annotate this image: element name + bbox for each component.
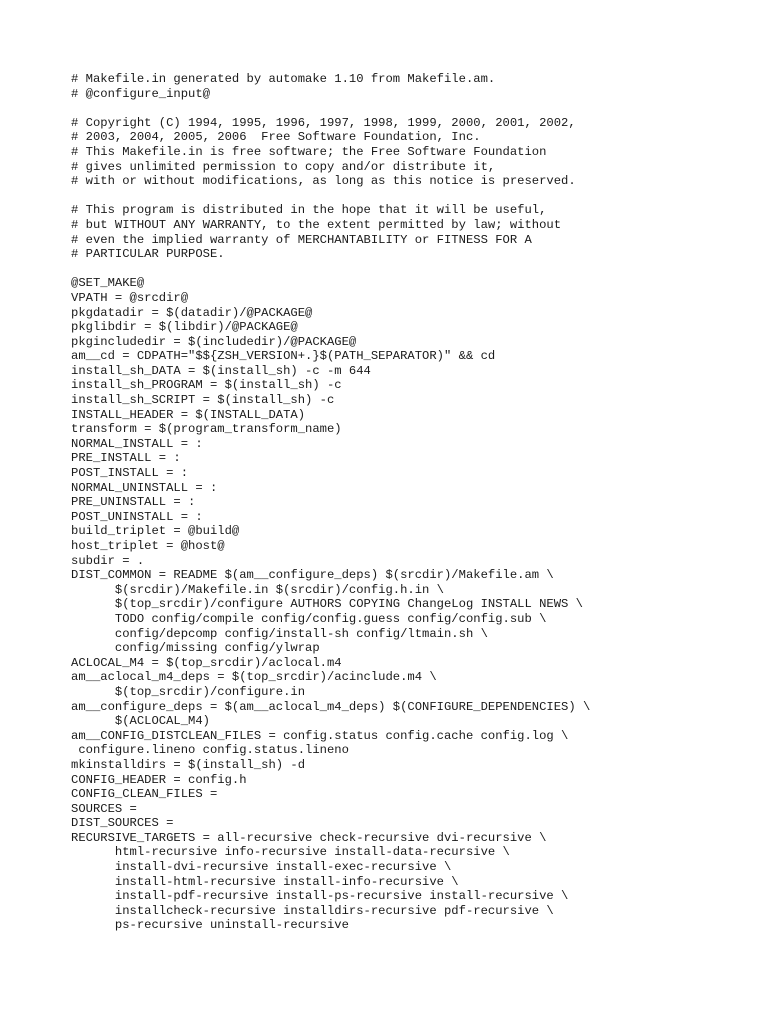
text-line: # PARTICULAR PURPOSE. — [71, 247, 225, 262]
text-line: # This Makefile.in is free software; the Free Software Foundation — [71, 144, 547, 159]
text-line: am__cd = CDPATH="$${ZSH_VERSION+.}$(PATH_SEPARATOR)" && cd — [71, 349, 496, 364]
text-line: # Copyright (C) 1994, 1995, 1996, 1997, 1998, 1999, 2000, 2001, 2002, — [71, 115, 576, 130]
text-line: install_sh_DATA = $(install_sh) -c -m 644 — [71, 363, 371, 378]
text-line: installcheck-recursive installdirs-recursive pdf-recursive \ — [71, 903, 554, 918]
text-line: POST_INSTALL = : — [71, 466, 189, 481]
text-line: # even the implied warranty of MERCHANTABILITY or FITNESS FOR A — [71, 232, 532, 247]
text-line: subdir = . — [71, 553, 145, 568]
text-line: NORMAL_UNINSTALL = : — [71, 480, 218, 495]
text-line: $(srcdir)/Makefile.in $(srcdir)/config.h.in \ — [71, 582, 444, 597]
text-line: ACLOCAL_M4 = $(top_srcdir)/aclocal.m4 — [71, 655, 342, 670]
text-line: # with or without modifications, as long as this notice is preserved. — [71, 174, 576, 189]
text-line: pkgincludedir = $(includedir)/@PACKAGE@ — [71, 334, 357, 349]
text-line: mkinstalldirs = $(install_sh) -d — [71, 757, 306, 772]
text-line: config/missing config/ylwrap — [71, 641, 320, 656]
text-line: SOURCES = — [71, 801, 137, 816]
text-line: VPATH = @srcdir@ — [71, 290, 189, 305]
text-line: # @configure_input@ — [71, 86, 210, 101]
text-line: html-recursive info-recursive install-data-recursive \ — [71, 845, 510, 860]
text-line: # Makefile.in generated by automake 1.10 from Makefile.am. — [71, 72, 496, 86]
text-line: config/depcomp config/install-sh config/ltmain.sh \ — [71, 626, 488, 641]
text-line: install-pdf-recursive install-ps-recursive install-recursive \ — [71, 889, 569, 904]
text-line: POST_UNINSTALL = : — [71, 509, 203, 524]
text-line: install-html-recursive install-info-recursive \ — [71, 874, 459, 889]
text-line: install_sh_SCRIPT = $(install_sh) -c — [71, 393, 335, 408]
text-line: TODO config/compile config/config.guess config/config.sub \ — [71, 611, 547, 626]
text-line: host_triplet = @host@ — [71, 539, 225, 553]
text-line: $(top_srcdir)/configure.in — [71, 684, 306, 699]
text-line: PRE_UNINSTALL = : — [71, 495, 196, 510]
text-line: install_sh_PROGRAM = $(install_sh) -c — [71, 378, 342, 393]
text-line: $(ACLOCAL_M4) — [71, 714, 210, 729]
text-line: @SET_MAKE@ — [71, 276, 145, 291]
text-line: transform = $(program_transform_name) — [71, 422, 342, 437]
text-line: DIST_SOURCES = — [71, 816, 174, 831]
text-line: INSTALL_HEADER = $(INSTALL_DATA) — [71, 407, 306, 422]
text-line: # This program is distributed in the hope that it will be useful, — [71, 203, 547, 218]
text-line: build_triplet = @build@ — [71, 524, 240, 539]
text-line: configure.lineno config.status.lineno — [71, 743, 349, 758]
text-line — [71, 262, 590, 277]
text-line: PRE_INSTALL = : — [71, 451, 181, 466]
text-line: pkglibdir = $(libdir)/@PACKAGE@ — [71, 320, 298, 335]
text-line: am__CONFIG_DISTCLEAN_FILES = config.status config.cache config.log \ — [71, 728, 569, 743]
text-line: # but WITHOUT ANY WARRANTY, to the extent permitted by law; without — [71, 217, 562, 232]
text-line: RECURSIVE_TARGETS = all-recursive check-recursive dvi-recursive \ — [71, 830, 547, 845]
text-line: DIST_COMMON = README $(am__configure_deps) $(srcdir)/Makefile.am \ — [71, 568, 554, 583]
text-line: CONFIG_CLEAN_FILES = — [71, 787, 218, 802]
text-line: $(top_srcdir)/configure AUTHORS COPYING ChangeLog INSTALL NEWS \ — [71, 597, 583, 612]
text-line — [71, 101, 590, 116]
text-line: NORMAL_INSTALL = : — [71, 436, 203, 451]
text-line: ps-recursive uninstall-recursive — [71, 918, 349, 933]
text-line: am__configure_deps = $(am__aclocal_m4_deps) $(CONFIGURE_DEPENDENCIES) \ — [71, 699, 591, 714]
text-line: # 2003, 2004, 2005, 2006 Free Software Foundation, Inc. — [71, 130, 481, 145]
text-line: pkgdatadir = $(datadir)/@PACKAGE@ — [71, 305, 313, 320]
text-line: am__aclocal_m4_deps = $(top_srcdir)/acinclude.m4 \ — [71, 670, 437, 685]
text-line — [71, 189, 590, 204]
text-line: # gives unlimited permission to copy and/or distribute it, — [71, 159, 496, 174]
text-line: CONFIG_HEADER = config.h — [71, 772, 247, 787]
makefile-text — [71, 72, 590, 933]
text-line: install-dvi-recursive install-exec-recursive \ — [71, 860, 452, 875]
